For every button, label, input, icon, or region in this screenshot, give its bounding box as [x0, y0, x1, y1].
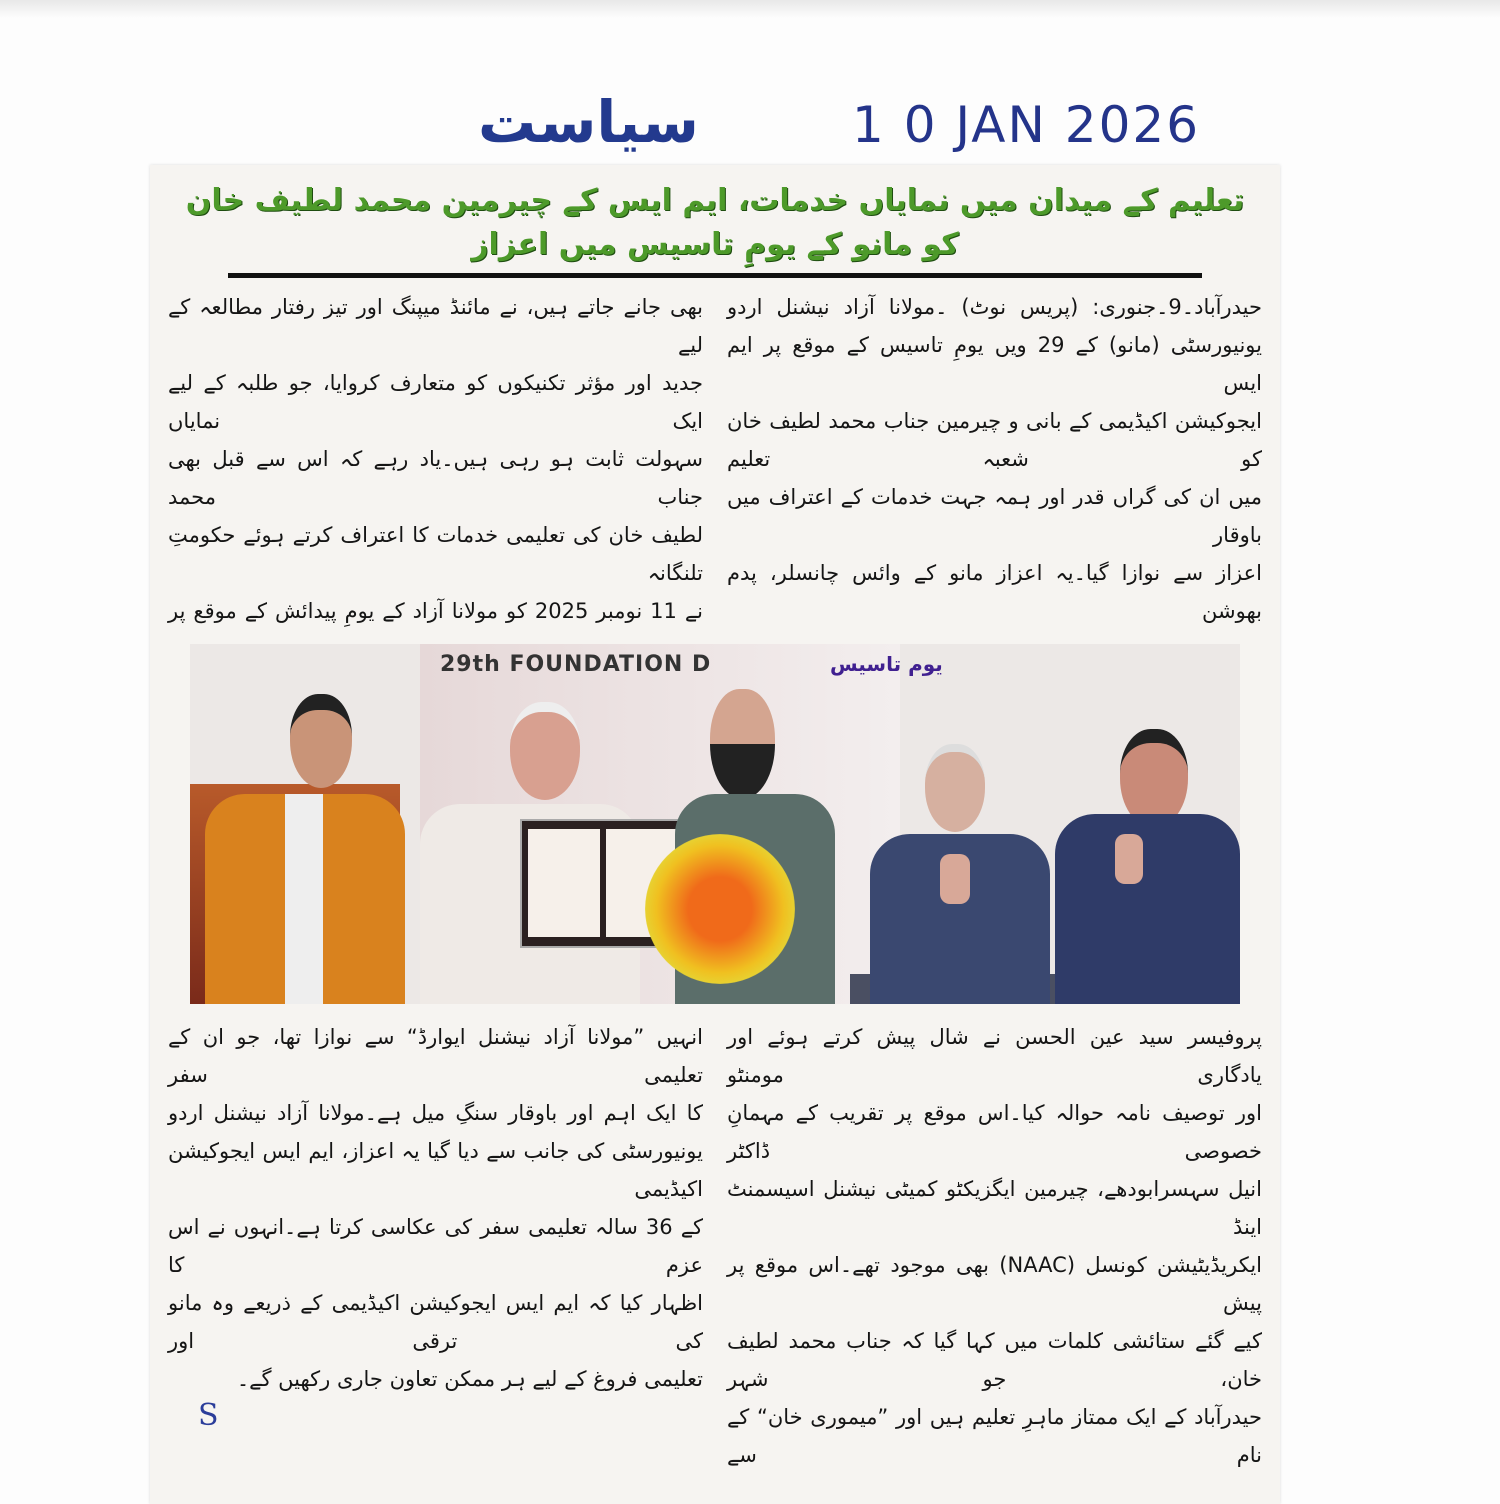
newspaper-masthead: سیاست: [478, 88, 699, 156]
date-stamp: 1 0 JAN 2026: [852, 96, 1201, 154]
text-line: لطیف خان کی تعلیمی خدمات کا اعتراف کرتے ہوئے حکومتِ تلنگانہ: [168, 523, 703, 585]
text-line: ایجوکیشن اکیڈیمی کے بانی و چیرمین جناب محمد لطیف خان کو شعبہ تعلیم: [727, 409, 1262, 471]
article-bottom-columns: [168, 1018, 1262, 1474]
text-line: سہولت ثابت ہو رہی ہیں۔یاد رہے کہ اس سے قبل بھی جناب محمد: [168, 447, 703, 509]
article-column-top-left: [168, 288, 703, 630]
headline-underline: [228, 273, 1202, 278]
article-column-bottom-right: [727, 1018, 1262, 1474]
text-line: جدید اور مؤثر تکنیکوں کو متعارف کروایا، جو طلبہ کے لیے ایک نمایاں: [168, 371, 703, 433]
text-line: ایکریڈیٹیشن کونسل (NAAC) بھی موجود تھے۔اس موقع پر پیش: [727, 1253, 1262, 1315]
handwritten-mark: S: [198, 1398, 219, 1433]
text-line: پروفیسر سید عین الحسن نے شال پیش کرتے ہوئے اور یادگاری مومنٹو: [727, 1025, 1262, 1087]
text-line: میں ان کی گراں قدر اور ہمہ جہت خدمات کے اعتراف میں باوقار: [727, 485, 1262, 547]
text-line: کا ایک اہم اور باوقار سنگِ میل ہے۔مولانا آزاد نیشنل اردو: [168, 1101, 703, 1125]
text-line: اظہار کیا کہ ایم ایس ایجوکیشن اکیڈیمی کے ذریعے وہ مانو کی ترقی اور: [168, 1291, 703, 1353]
photo-banner-urdu: یوم تاسیس: [830, 652, 943, 676]
text-line: اور توصیف نامہ حوالہ کیا۔اس موقع پر تقریب کے مہمانِ خصوصی ڈاکٹر: [727, 1101, 1262, 1163]
text-line: یونیورسٹی کی جانب سے دیا گیا یہ اعزاز، ایم ایس ایجوکیشن اکیڈیمی: [168, 1139, 703, 1201]
article-column-bottom-left: [168, 1018, 703, 1474]
text-line: حیدرآباد کے ایک ممتاز ماہرِ تعلیم ہیں اور ”میموری خان“ کے نام سے: [727, 1405, 1262, 1467]
text-line: بھی جانے جاتے ہیں، نے مائنڈ میپنگ اور تیز رفتار مطالعہ کے لیے: [168, 295, 703, 357]
article-headline: تعلیم کے میدان میں نمایاں خدمات، ایم ایس کے چیرمین محمد لطیف خان کو مانو کے یومِ تاسیس میں اعزاز: [185, 183, 1245, 262]
photo-banner-text: 29th FOUNDATION D: [440, 652, 712, 677]
text-line: تعلیمی فروغ کے لیے ہر ممکن تعاون جاری رکھیں گے۔: [236, 1367, 703, 1391]
text-line: کیے گئے ستائشی کلمات میں کہا گیا کہ جناب محمد لطیف خان، جو شہر: [727, 1329, 1262, 1391]
text-line: حیدرآباد۔9۔جنوری: (پریس نوٹ) ۔مولانا آزاد نیشنل اردو: [727, 295, 1262, 319]
text-line: نے 11 نومبر 2025 کو مولانا آزاد کے یومِ پیدائش کے موقع پر: [168, 599, 704, 623]
page-edge: [0, 0, 1500, 18]
article-top-columns: [168, 288, 1262, 630]
text-line: کے 36 سالہ تعلیمی سفر کی عکاسی کرتا ہے۔انہوں نے اس عزم کا: [168, 1215, 703, 1277]
flower-bouquet: [645, 834, 795, 984]
text-line: اعزاز سے نوازا گیا۔یہ اعزاز مانو کے وائس چانسلر، پدم بھوشن: [727, 561, 1262, 623]
article-column-top-right: [727, 288, 1262, 630]
newspaper-clipping: [150, 165, 1280, 1504]
text-line: یونیورسٹی (مانو) کے 29 ویں یومِ تاسیس کے موقع پر ایم ایس: [727, 333, 1262, 395]
text-line: انہیں ”مولانا آزاد نیشنل ایوارڈ“ سے نوازا تھا، جو ان کے تعلیمی سفر: [168, 1025, 703, 1087]
event-photo: [190, 644, 1240, 1004]
text-line: انیل سہسرابودھے، چیرمین ایگزیکٹو کمیٹی نیشنل اسیسمنٹ اینڈ: [727, 1177, 1262, 1239]
